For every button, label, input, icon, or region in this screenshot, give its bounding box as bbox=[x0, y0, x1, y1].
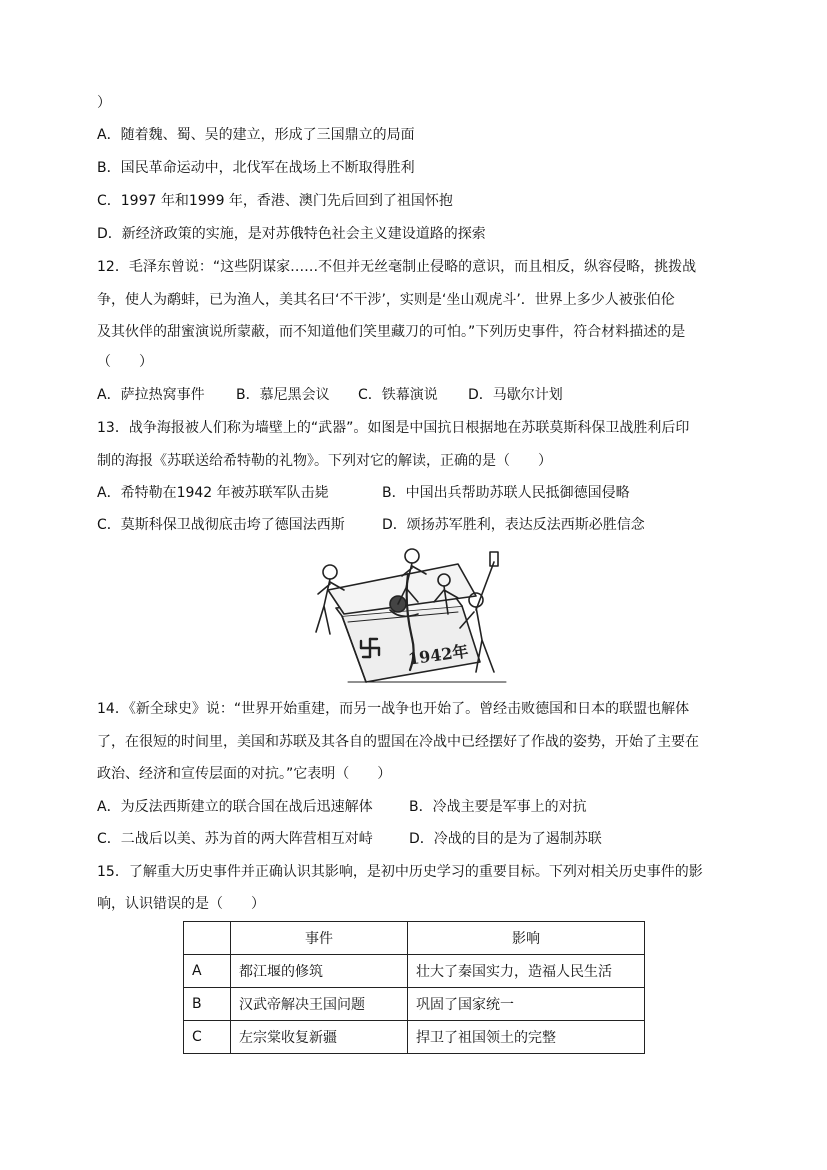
table-row bbox=[184, 955, 645, 988]
q13-stem-line: 13．战争海报被人们称为墙壁上的“武器”。如图是中国抗日根据地在苏联莫斯科保卫战胜利后印 bbox=[97, 420, 690, 436]
q11-option-a: A．随着魏、蜀、吴的建立，形成了三国鼎立的局面 bbox=[97, 127, 415, 143]
q11-option-d: D．新经济政策的实施，是对苏俄特色社会主义建设道路的探索 bbox=[97, 226, 486, 242]
table-cell: 捍卫了祖国领土的完整 bbox=[408, 1021, 645, 1054]
q13-stem-line: 制的海报《苏联送给希特勒的礼物》。下列对它的解读，正确的是（ ） bbox=[97, 453, 552, 469]
poster-illustration bbox=[308, 544, 518, 688]
q14-option-a: A．为反法西斯建立的联合国在战后迅速解体 bbox=[97, 799, 373, 815]
q12-option-b: B．慕尼黑会议 bbox=[236, 387, 330, 403]
table-cell: B bbox=[184, 988, 231, 1021]
q12-stem-line: 及其伙伴的甜蜜演说所蒙蔽，而不知道他们笑里藏刀的可怕。”下列历史事件，符合材料描述的是 bbox=[97, 324, 686, 340]
table-cell: 巩固了国家统一 bbox=[408, 988, 645, 1021]
q12-stem-line: 12．毛泽东曾说：“这些阴谋家……不但并无丝毫制止侵略的意识，而且相反，纵容侵略，挑拨战 bbox=[97, 259, 697, 275]
table-header-row bbox=[184, 922, 645, 955]
q13-option-d: D．颂扬苏军胜利，表达反法西斯必胜信念 bbox=[382, 517, 645, 533]
q12-option-c: C．铁幕演说 bbox=[358, 387, 438, 403]
q12-option-d: D．马歇尔计划 bbox=[468, 387, 563, 403]
q14-option-d: D．冷战的目的是为了遏制苏联 bbox=[409, 831, 602, 847]
q12-answer-bracket: （ ） bbox=[97, 354, 153, 370]
q12-option-a: A．萨拉热窝事件 bbox=[97, 387, 205, 403]
table-header-cell bbox=[184, 922, 231, 955]
q14-stem-line: 了，在很短的时间里，美国和苏联及其各自的盟国在冷战中已经摆好了作战的姿势，开始了主要在 bbox=[97, 734, 699, 750]
q14-option-b: B．冷战主要是军事上的对抗 bbox=[409, 799, 587, 815]
poster-year-text: 1942年 bbox=[406, 641, 470, 669]
q11-option-b: B．国民革命运动中，北伐军在战场上不断取得胜利 bbox=[97, 160, 415, 176]
q11-option-c: C．1997 年和1999 年，香港、澳门先后回到了祖国怀抱 bbox=[97, 193, 453, 209]
q13-option-a: A．希特勒在1942 年被苏联军队击毙 bbox=[97, 485, 329, 501]
q13-option-b: B．中国出兵帮助苏联人民抵御德国侵略 bbox=[382, 485, 630, 501]
table-header-cell: 事件 bbox=[231, 922, 408, 955]
q15-stem-line: 15．了解重大历史事件并正确认识其影响，是初中历史学习的重要目标。下列对相关历史事件的影 bbox=[97, 864, 703, 880]
q14-option-c: C．二战后以美、苏为首的两大阵营相互对峙 bbox=[97, 831, 373, 847]
q12-stem-line: 争，使人为鹬蚌，已为渔人，美其名曰‘不干涉’，实则是‘坐山观虎斗’．世界上多少人被张伯伦 bbox=[97, 292, 675, 308]
q15-stem-line: 响，认识错误的是（ ） bbox=[97, 896, 265, 912]
q14-stem-line: 政治、经济和宣传层面的对抗。”它表明（ ） bbox=[97, 766, 392, 782]
table-row bbox=[184, 1021, 645, 1054]
table-row bbox=[184, 988, 645, 1021]
table-cell: 汉武帝解决王国问题 bbox=[231, 988, 408, 1021]
table-header-cell: 影响 bbox=[408, 922, 645, 955]
table-cell: C bbox=[184, 1021, 231, 1054]
q14-stem-line: 14．《新全球史》说：“世界开始重建，而另一战争也开始了。曾经击败德国和日本的联盟也解体 bbox=[97, 701, 690, 717]
table-cell: 都江堰的修筑 bbox=[231, 955, 408, 988]
q13-option-c: C．莫斯科保卫战彻底击垮了德国法西斯 bbox=[97, 517, 345, 533]
events-table bbox=[183, 921, 645, 1054]
text-line: ） bbox=[97, 95, 111, 111]
table-cell: 左宗棠收复新疆 bbox=[231, 1021, 408, 1054]
table-cell: 壮大了秦国实力，造福人民生活 bbox=[408, 955, 645, 988]
table-cell: A bbox=[184, 955, 231, 988]
